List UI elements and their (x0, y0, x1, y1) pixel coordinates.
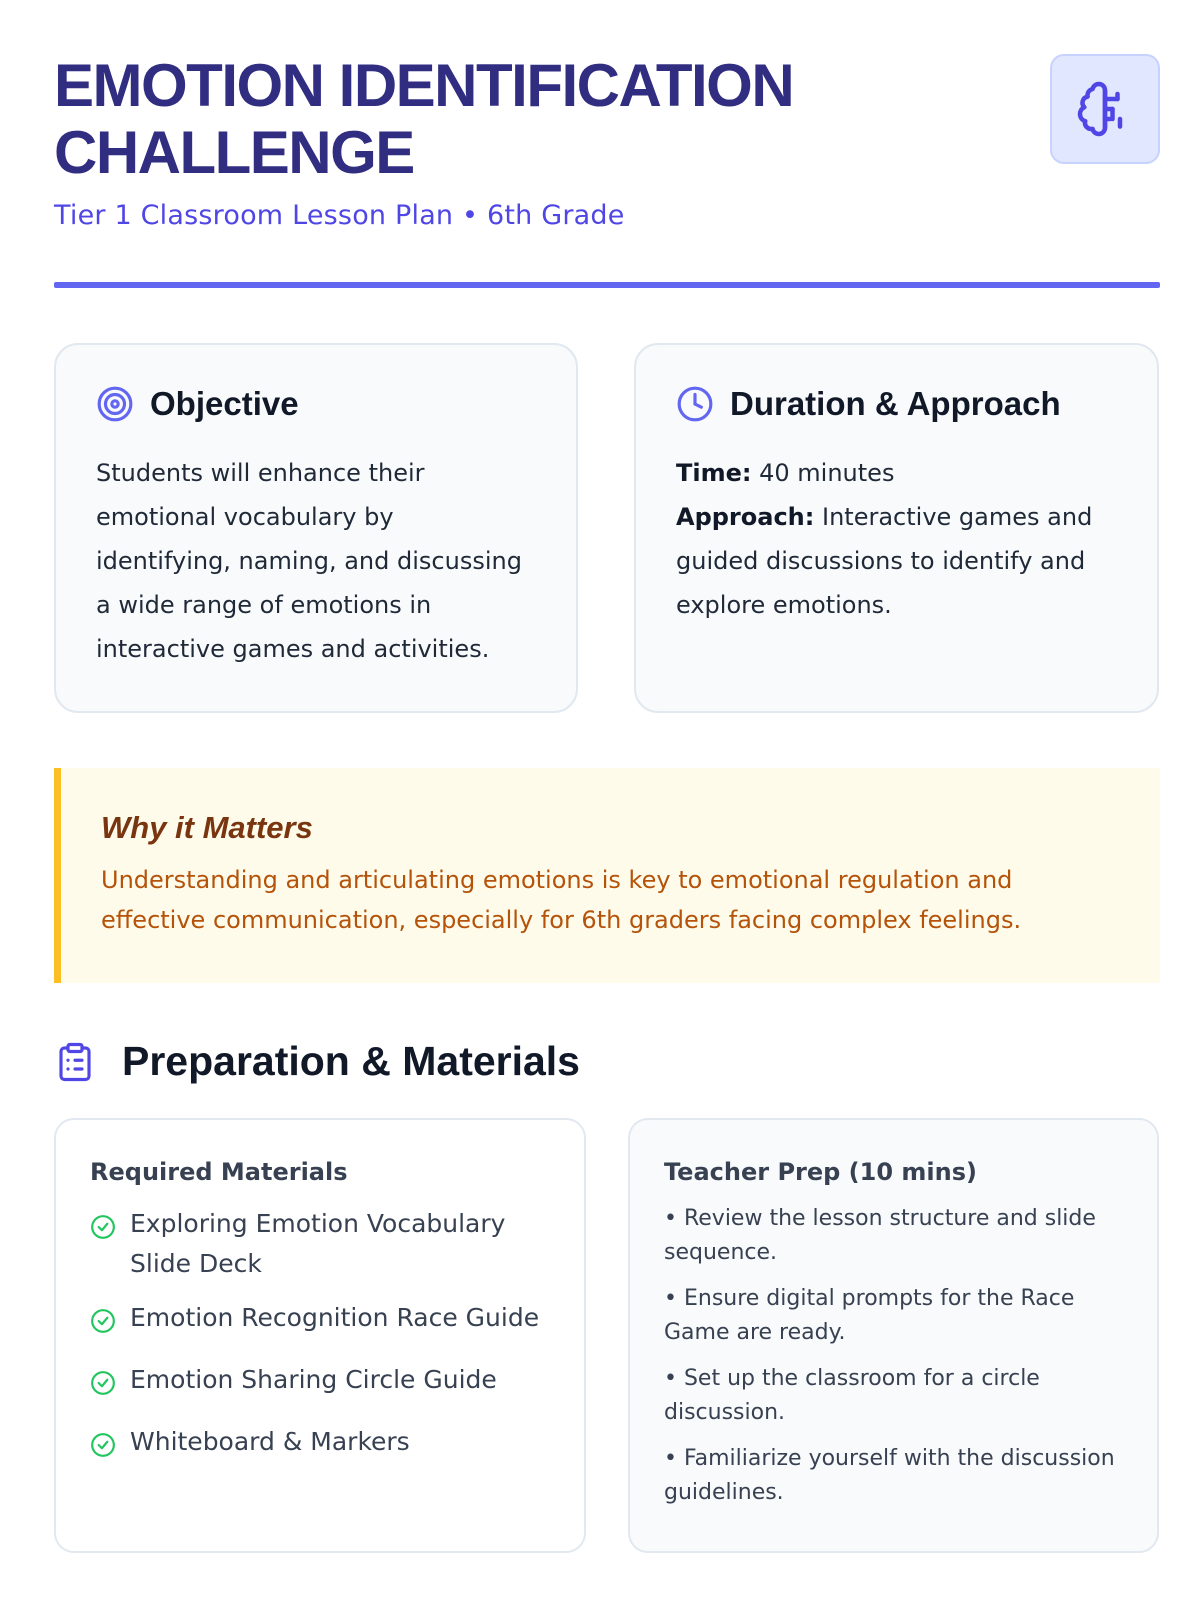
objective-header (96, 385, 536, 423)
approach-label: Approach: (676, 503, 815, 531)
objective-text: Students will enhance their emotional vocabulary by identifying, naming, and discussing a wide range of emotions in interactive games and activities. (96, 459, 522, 663)
why-title: Why it Matters (101, 810, 313, 845)
target-icon (96, 385, 134, 423)
objective-card (54, 343, 578, 713)
material-label: Exploring Emotion Vocabulary Slide Deck (130, 1209, 506, 1278)
material-label: Emotion Recognition Race Guide (130, 1303, 540, 1332)
materials-list (90, 1204, 550, 1470)
teacher-prep-list (664, 1202, 1123, 1510)
why-it-matters-callout (54, 768, 1160, 983)
required-materials-card (54, 1118, 586, 1553)
header-divider (54, 282, 1160, 288)
time-value: 40 minutes (759, 459, 895, 487)
why-text: Understanding and articulating emotions is key to emotional regulation and effective communication, especially for 6th graders facing complex feelings. (101, 866, 1022, 934)
check-circle-icon (90, 1306, 116, 1346)
preparation-section-header (54, 1038, 580, 1085)
page-subtitle: Tier 1 Classroom Lesson Plan • 6th Grade (54, 200, 625, 231)
list-item (90, 1204, 550, 1284)
materials-title: Required Materials (90, 1158, 348, 1186)
teacher-prep-card (628, 1118, 1159, 1553)
check-circle-icon (90, 1212, 116, 1252)
list-item: • Ensure digital prompts for the Race Game are ready. (664, 1286, 1075, 1345)
list-item (90, 1422, 550, 1470)
material-label: Emotion Sharing Circle Guide (130, 1365, 497, 1394)
clipboard-list-icon (54, 1041, 96, 1083)
time-line (676, 451, 1117, 495)
brain-icon (1050, 54, 1160, 164)
approach-value: Interactive games and guided discussions to identify and explore emotions. (676, 503, 1093, 619)
check-circle-icon (90, 1368, 116, 1408)
list-item: • Review the lesson structure and slide sequence. (664, 1206, 1096, 1265)
teacher-prep-title: Teacher Prep (10 mins) (664, 1158, 977, 1186)
check-circle-icon (90, 1430, 116, 1470)
list-item: • Familiarize yourself with the discussion guidelines. (664, 1446, 1115, 1505)
duration-title: Duration & Approach (730, 385, 1061, 422)
clock-icon (676, 385, 714, 423)
list-item: • Set up the classroom for a circle discussion. (664, 1366, 1040, 1425)
list-item (90, 1298, 550, 1346)
list-item (90, 1360, 550, 1408)
duration-header (676, 385, 1117, 423)
duration-card (634, 343, 1159, 713)
objective-title: Objective (150, 385, 299, 422)
approach-line (676, 495, 1117, 627)
header (54, 52, 1160, 231)
material-label: Whiteboard & Markers (130, 1427, 410, 1456)
page-title: EMOTION IDENTIFICATION CHALLENGE (54, 52, 794, 186)
time-label: Time: (676, 459, 752, 487)
preparation-title: Preparation & Materials (122, 1038, 580, 1084)
duration-text (676, 451, 1117, 627)
